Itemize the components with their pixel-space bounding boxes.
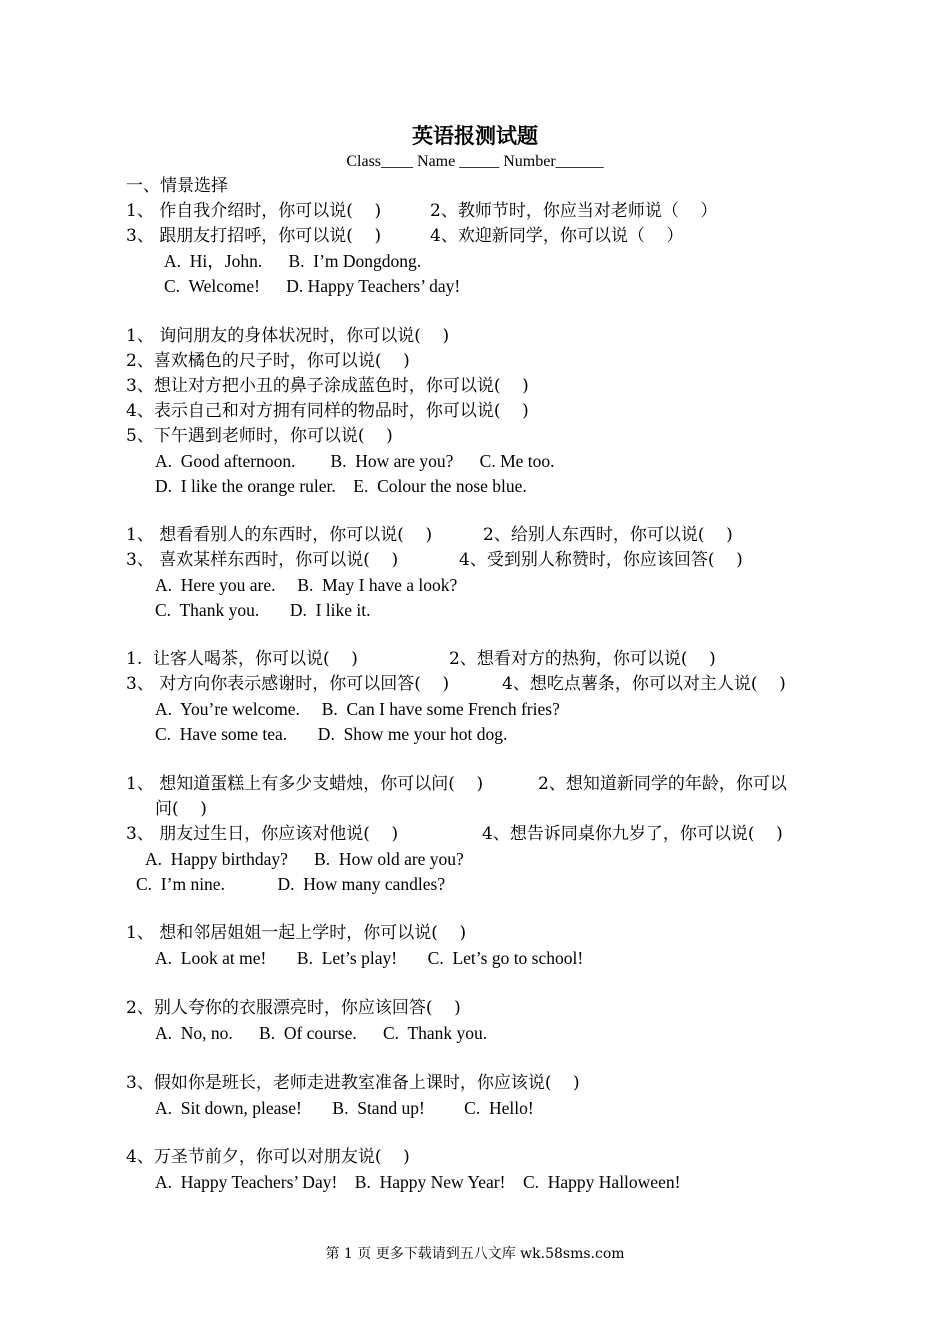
- question-item: 4、万圣节前夕，你可以对朋友说( ): [126, 1147, 410, 1167]
- question-item: 3、 朋友过生日，你应该对他说( ): [126, 824, 399, 844]
- question-item: 4、想吃点薯条，你可以对主人说( ): [502, 674, 786, 694]
- question-item: 2、教师节时，你应当对老师说（ ）: [430, 201, 718, 221]
- page-title: 英语报测试题: [412, 123, 538, 148]
- question-item: 2、喜欢橘色的尺子时，你可以说( ): [126, 351, 410, 371]
- question-item: 1、 想知道蛋糕上有多少支蜡烛，你可以问( ): [126, 774, 484, 794]
- question-item: 2、别人夸你的衣服漂亮时，你应该回答( ): [126, 998, 461, 1018]
- question-item: 1、 作自我介绍时，你可以说( ): [126, 201, 382, 221]
- question-item: 4、受到别人称赞时，你应该回答( ): [459, 550, 743, 570]
- question-item: 1、 询问朋友的身体状况时，你可以说( ): [126, 326, 450, 346]
- answer-options: C. Thank you. D. I like it.: [155, 600, 371, 620]
- question-item-continued: 问( ): [155, 799, 207, 819]
- answer-options: A. Good afternoon. B. How are you? C. Me too.: [155, 451, 555, 471]
- answer-options: D. I like the orange ruler. E. Colour the nose blue.: [155, 476, 527, 496]
- question-item: 5、下午遇到老师时，你可以说( ): [126, 426, 393, 446]
- question-item: 2、给别人东西时，你可以说( ): [483, 525, 733, 545]
- question-item: 3、假如你是班长，老师走进教室准备上课时，你应该说( ): [126, 1073, 580, 1093]
- answer-options: A. Hi，John. B. I’m Dongdong.: [164, 251, 422, 271]
- question-item: 4、欢迎新同学，你可以说（ ）: [430, 226, 684, 246]
- student-info-line: Class____ Name _____ Number______: [346, 153, 604, 170]
- question-item: 3、 跟朋友打招呼，你可以说( ): [126, 226, 382, 246]
- answer-options: C. Welcome! D. Happy Teachers’ day!: [164, 276, 461, 296]
- question-item: 3、 喜欢某样东西时，你可以说( ): [126, 550, 399, 570]
- answer-options: A. No, no. B. Of course. C. Thank you.: [155, 1023, 488, 1043]
- question-item: 1. 让客人喝茶，你可以说( ): [126, 649, 358, 669]
- answer-options: A. Happy Teachers’ Day! B. Happy New Year! C. Happy Halloween!: [155, 1172, 681, 1192]
- question-item: 4、想告诉同桌你九岁了，你可以说( ): [482, 824, 783, 844]
- question-item: 4、表示自己和对方拥有同样的物品时，你可以说( ): [126, 401, 529, 421]
- question-item: 3、想让对方把小丑的鼻子涂成蓝色时，你可以说( ): [126, 376, 529, 396]
- answer-options: C. I’m nine. D. How many candles?: [136, 874, 446, 894]
- answer-options: A. Here you are. B. May I have a look?: [155, 575, 458, 595]
- answer-options: A. Sit down, please! B. Stand up! C. Hello!: [155, 1098, 534, 1118]
- question-item: 1、 想和邻居姐姐一起上学时，你可以说( ): [126, 923, 467, 943]
- answer-options: A. Happy birthday? B. How old are you?: [145, 849, 464, 869]
- question-item: 1、 想看看别人的东西时，你可以说( ): [126, 525, 433, 545]
- question-item: 2、想知道新同学的年龄，你可以: [538, 774, 787, 794]
- section-heading: 一、情景选择: [126, 176, 228, 196]
- page-footer: 第 1 页 更多下载请到五八文库 wk.58sms.com: [325, 1246, 625, 1262]
- answer-options: A. You’re welcome. B. Can I have some French fries?: [155, 699, 560, 719]
- answer-options: A. Look at me! B. Let’s play! C. Let’s go to school!: [155, 948, 584, 968]
- question-item: 2、想看对方的热狗，你可以说( ): [449, 649, 716, 669]
- answer-options: C. Have some tea. D. Show me your hot dog.: [155, 724, 508, 744]
- question-item: 3、 对方向你表示感谢时，你可以回答( ): [126, 674, 450, 694]
